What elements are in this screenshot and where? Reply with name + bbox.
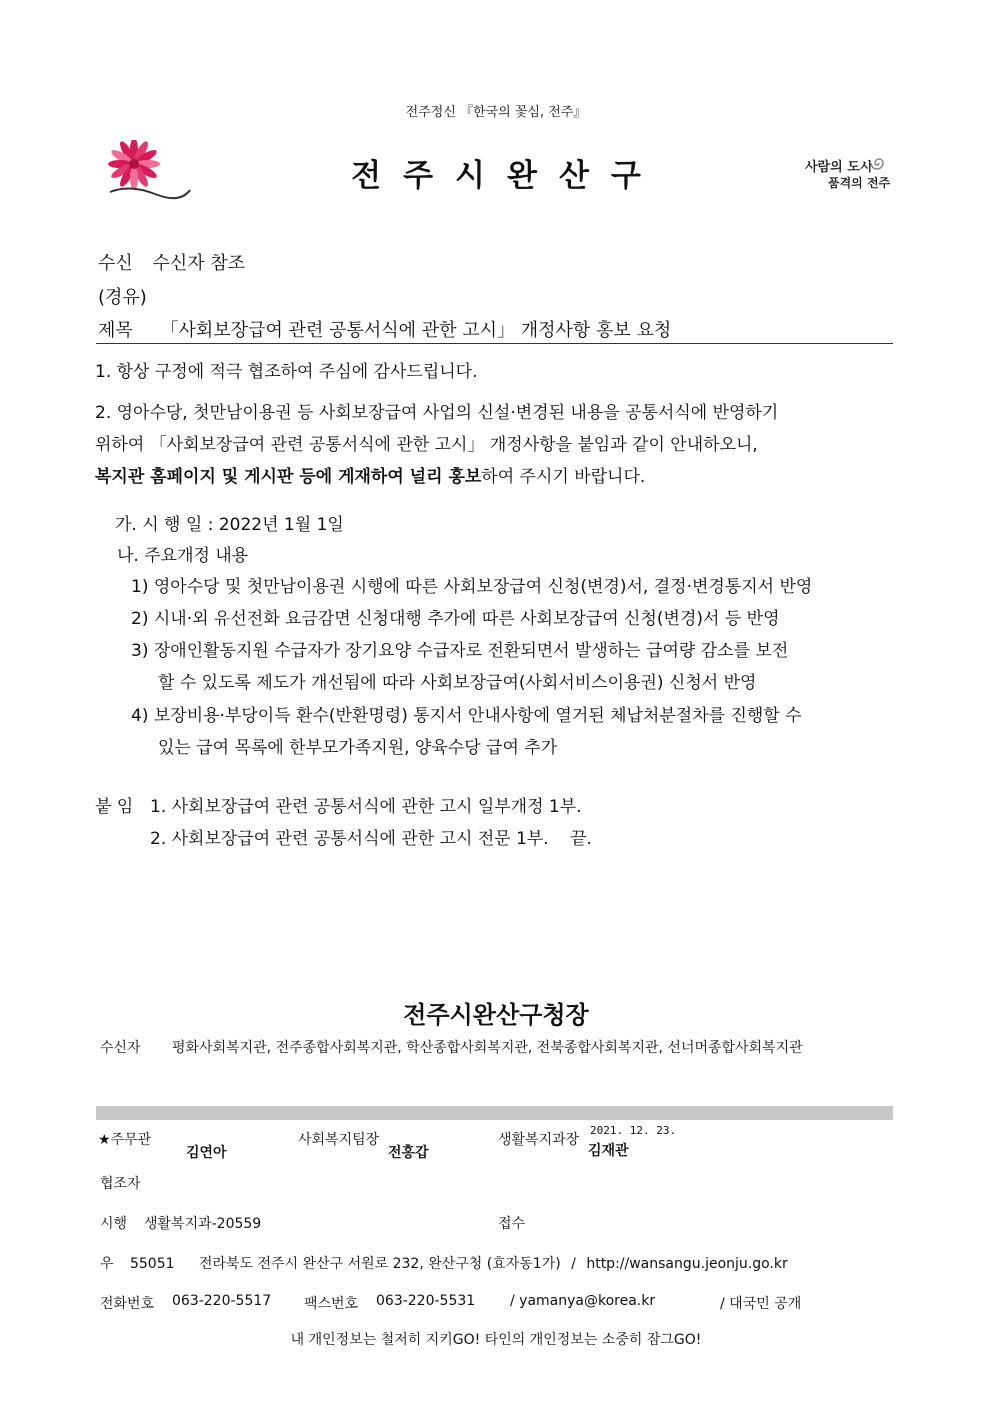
- address-separator: /: [571, 1256, 576, 1272]
- paragraph-2-line-1: 2. 영아수당, 첫만남이용권 등 사회보장급여 사업의 신설·변경된 내용을 공통서식에 반영하기: [95, 403, 779, 423]
- change-item-4-cont: 있는 급여 목록에 한부모가족지원, 양육수당 급여 추가: [158, 738, 558, 758]
- change-item-3-cont: 할 수 있도록 제도가 개선됨에 따라 사회보장급여(사회서비스이용권) 신청서 반영: [158, 673, 757, 693]
- change-item-3: 3) 장애인활동지원 수급자가 장기요양 수급자로 전환되면서 발생하는 급여량 감소를 보전: [131, 641, 789, 661]
- recipients-list: 평화사회복지관, 전주종합사회복지관, 학산종합사회복지관, 전북종합사회복지관, 선너머종합사회복지관: [172, 1040, 803, 1056]
- city-slogan-logo: [800, 150, 895, 195]
- receipt-label: 접수: [498, 1216, 526, 1232]
- privacy-slogan: 내 개인정보는 철저히 지키GO! 타인의 개인정보는 소중히 잠그GO!: [290, 1332, 702, 1348]
- paragraph-2-line-2: 위하여 「사회보장급여 관련 공통서식에 관한 고시」 개정사항을 붙임과 같이 안내하오니,: [95, 435, 758, 455]
- recipients-label: 수신자: [100, 1040, 141, 1056]
- team-leader-label: 사회복지팀장: [298, 1132, 380, 1148]
- subject-row: [98, 316, 671, 342]
- recipient-value: 수신자 참조: [152, 253, 246, 274]
- attachment-1: 1. 사회보장급여 관련 공통서식에 관한 고시 일부개정 1부.: [150, 797, 582, 817]
- end-mark: 끝.: [570, 829, 592, 849]
- attachment-2: [150, 824, 592, 849]
- disclosure-status: / 대국민 공개: [720, 1296, 802, 1312]
- subject-label: 제목: [98, 320, 133, 341]
- paragraph-1: 1. 항상 구정에 적극 협조하여 주심에 감사드립니다.: [95, 362, 478, 382]
- email-address[interactable]: / yamanya@korea.kr: [510, 1293, 656, 1309]
- emphasis-text: 복지관 홈페이지 및 게시판 등에 게재하여 널리 홍보: [95, 467, 482, 487]
- chief-name: 김재관: [588, 1143, 629, 1159]
- cooperator-label: 협조자: [100, 1176, 141, 1192]
- approval-divider: [96, 1106, 893, 1120]
- major-changes-heading: 나. 주요개정 내용: [117, 546, 249, 566]
- organization-title: 전주시완산구: [351, 158, 663, 194]
- address-row: [100, 1253, 788, 1273]
- address: 전라북도 전주시 완산구 서원로 232, 완산구청 (효자동1가): [198, 1256, 561, 1272]
- effective-date: 가. 시 행 일 : 2022년 1월 1일: [115, 515, 344, 535]
- attachments-label: 붙 임: [95, 797, 134, 817]
- change-item-2: 2) 시내·외 유선전화 요금감면 신청대행 추가에 따른 사회보장급여 신청(변경)서 등 반영: [131, 609, 780, 629]
- approval-date: 2021. 12. 23.: [590, 1124, 677, 1137]
- paragraph-2-line-3-rest: 하여 주시기 바랍니다.: [481, 467, 646, 487]
- paragraph-2-line-3: [95, 462, 645, 487]
- via-label: (경유): [98, 287, 147, 308]
- phone-label: 전화번호: [100, 1296, 155, 1312]
- change-item-1: 1) 영아수당 및 첫만남이용권 시행에 따른 사회보장급여 신청(변경)서, 결정·변경통지서 반영: [131, 577, 813, 597]
- subject-value: 「사회보장급여 관련 공통서식에 관한 고시」 개정사항 홍보 요청: [160, 320, 672, 341]
- chief-label: 생활복지과장: [498, 1132, 580, 1148]
- team-leader-name: 전홍갑: [388, 1145, 429, 1161]
- fax-number: 063-220-5531: [376, 1293, 476, 1309]
- website-link[interactable]: http://wansangu.jeonju.go.kr: [586, 1256, 788, 1272]
- city-motto: 전주정신 『한국의 꽃심, 전주』: [405, 105, 587, 120]
- swirl-icon: [866, 152, 888, 174]
- execution-label: 시행: [100, 1216, 128, 1232]
- phone-number: 063-220-5517: [172, 1293, 272, 1309]
- execution-number: 생활복지과-20559: [144, 1216, 262, 1232]
- sender-title: 전주시완산구청장: [403, 1001, 589, 1029]
- change-item-4: 4) 보장비용·부당이득 환수(반환명령) 통지서 안내사항에 열거된 체납처분절차를 진행할 수: [131, 706, 802, 726]
- attachment-2-text: 2. 사회보장급여 관련 공통서식에 관한 고시 전문 1부.: [150, 829, 549, 849]
- fax-label: 팩스번호: [304, 1296, 359, 1312]
- recipient-label: 수신: [98, 253, 133, 274]
- slogan-line-2: 품격의 전주: [828, 176, 891, 190]
- lead-officer-name: 김연아: [186, 1145, 227, 1161]
- lead-officer-label: ★주무관: [98, 1132, 152, 1148]
- slogan-line-1: 사람의 도시: [805, 160, 873, 175]
- postal-code: 55051: [129, 1256, 175, 1272]
- subject-divider: [96, 343, 893, 344]
- postal-label: 우: [100, 1256, 114, 1272]
- recipient-row: [98, 249, 245, 275]
